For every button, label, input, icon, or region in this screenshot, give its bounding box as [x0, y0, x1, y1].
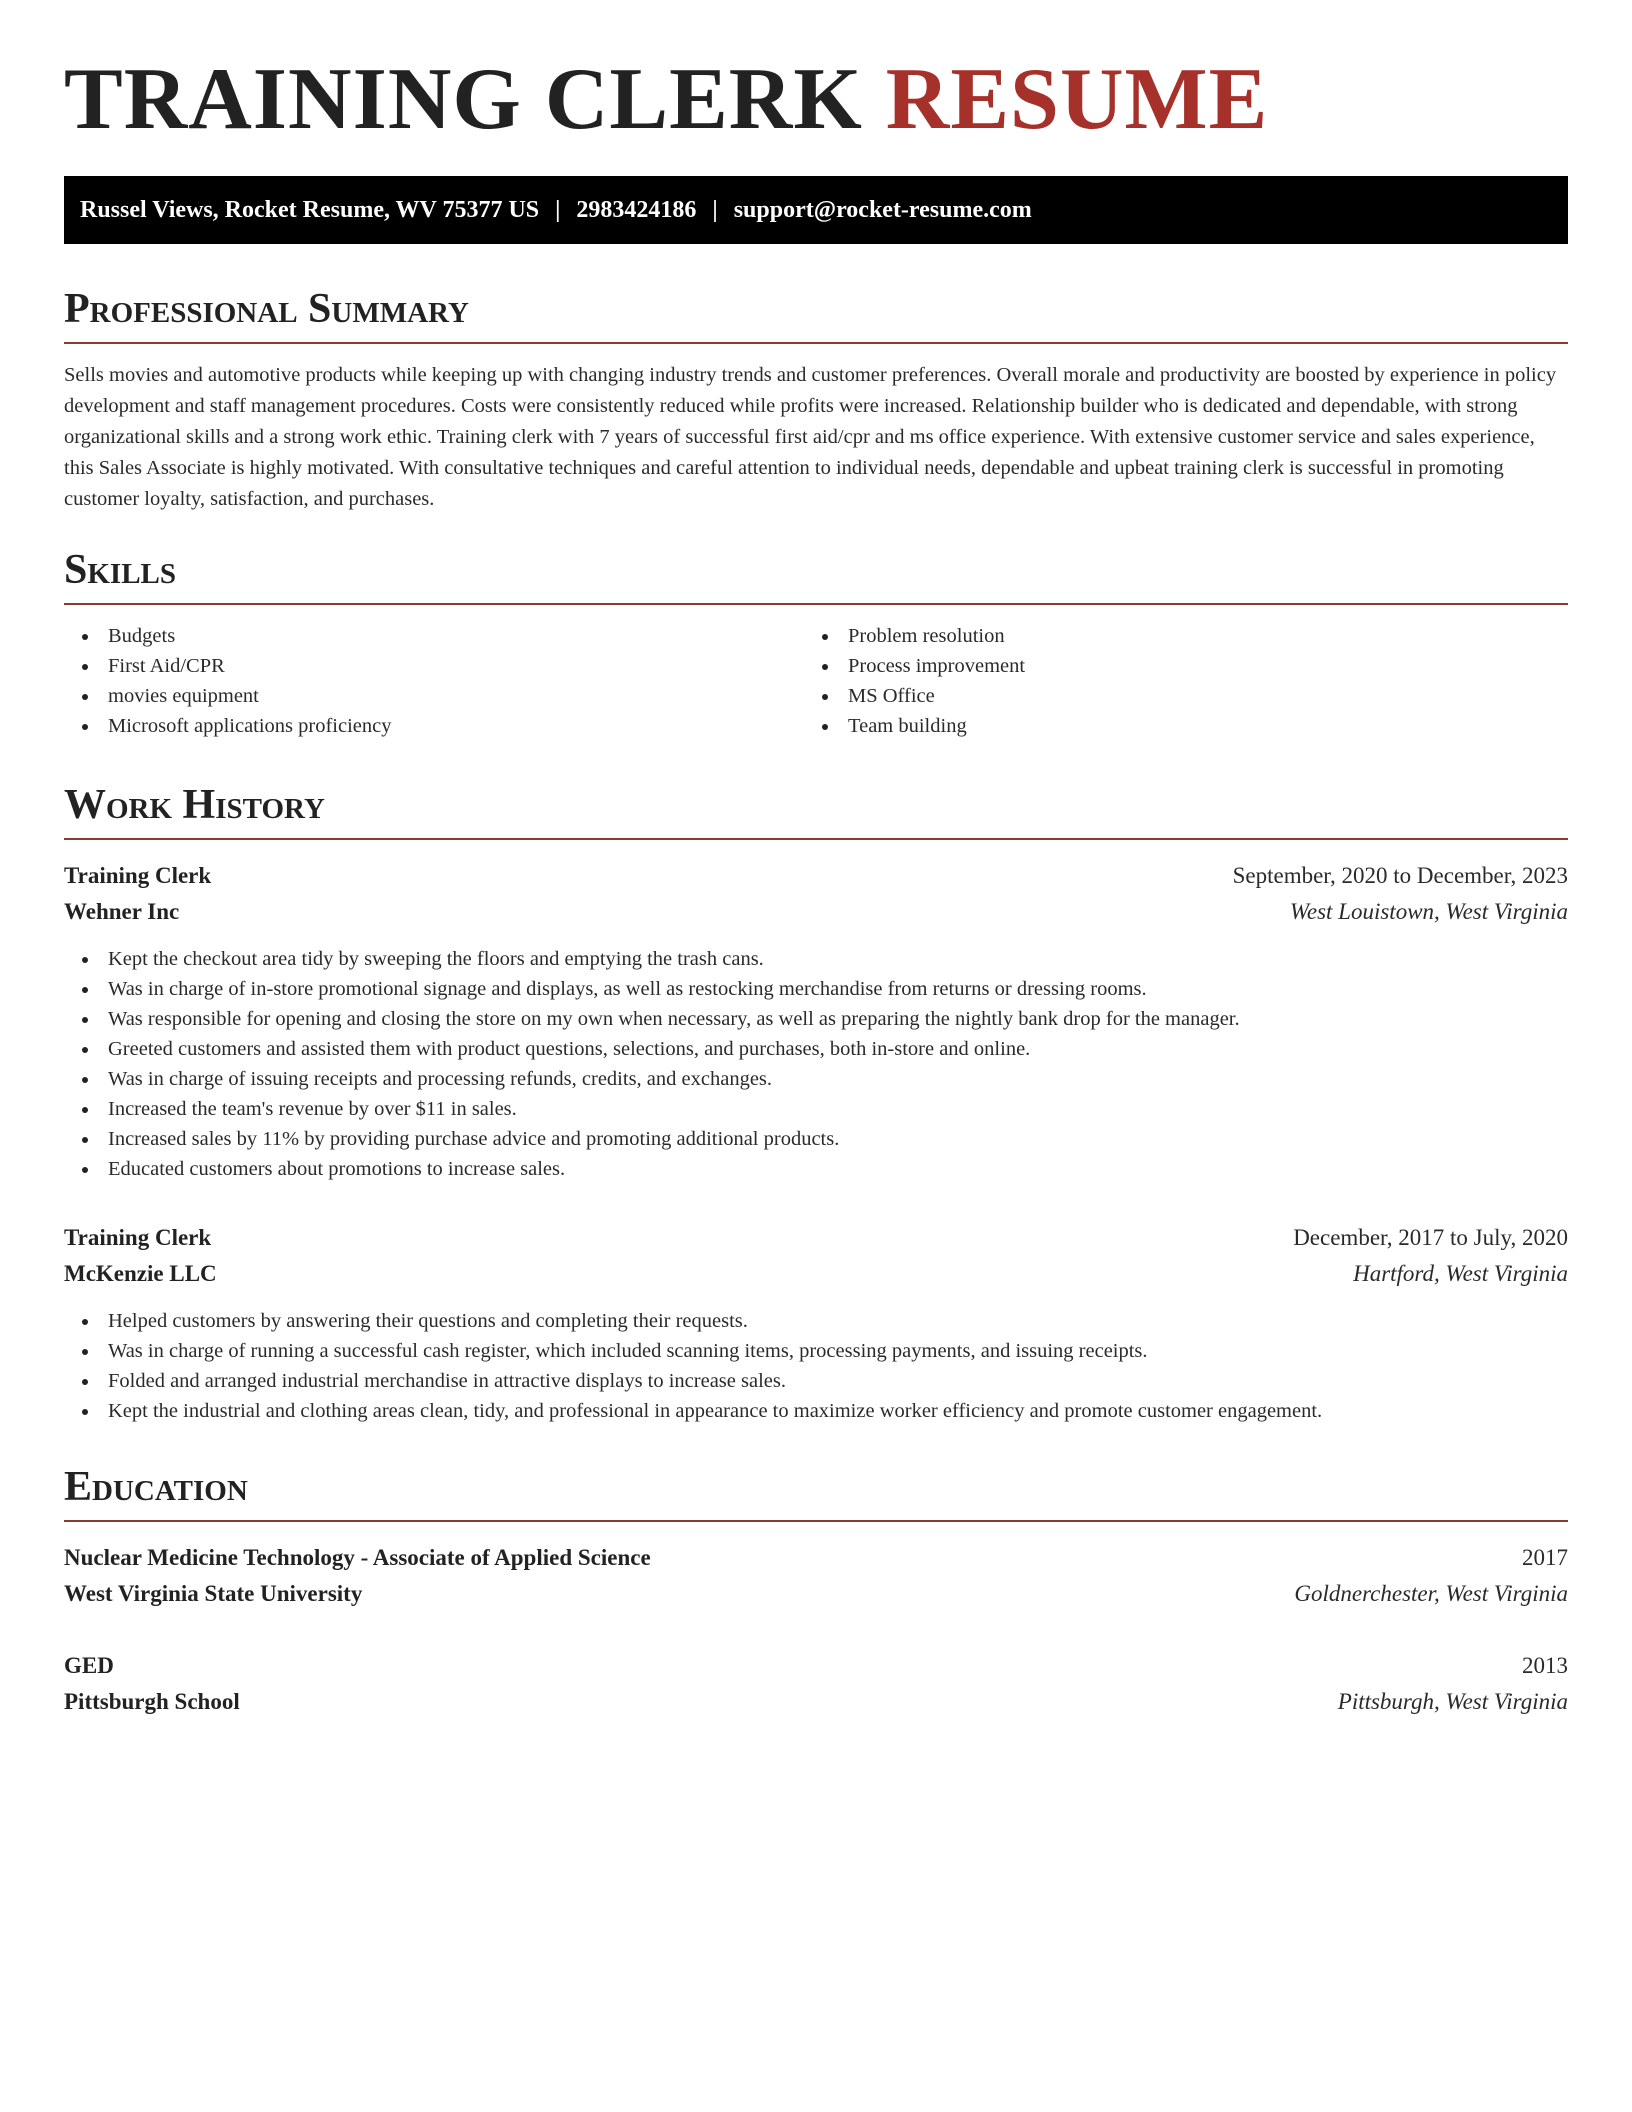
education-section	[64, 1464, 1568, 1720]
skill-item: movies equipment	[64, 681, 804, 711]
education-year: 2013	[1522, 1653, 1568, 1679]
education-school: West Virginia State University	[64, 1581, 363, 1607]
education-degree-row	[64, 1540, 1568, 1576]
job-duties-list	[64, 1306, 1568, 1426]
education-degree: Nuclear Medicine Technology - Associate of Applied Science	[64, 1545, 651, 1571]
job-duty: Helped customers by answering their questions and completing their requests.	[64, 1306, 1568, 1336]
summary-heading: Professional Summary	[64, 286, 1568, 344]
job-duty: Was in charge of issuing receipts and processing refunds, credits, and exchanges.	[64, 1064, 1568, 1094]
education-school-row	[64, 1576, 1568, 1612]
education-school-row	[64, 1684, 1568, 1720]
job-dates: September, 2020 to December, 2023	[1232, 863, 1568, 889]
job-company-row	[64, 1256, 1568, 1292]
job-company: McKenzie LLC	[64, 1261, 217, 1287]
job-entry	[64, 1220, 1568, 1426]
job-company-row	[64, 894, 1568, 930]
title-accent: RESUME	[885, 51, 1269, 148]
job-header-row	[64, 1220, 1568, 1256]
skills-columns	[64, 621, 1568, 741]
skill-item: Problem resolution	[804, 621, 1544, 651]
job-title: Training Clerk	[64, 1225, 212, 1251]
skills-list-left	[64, 621, 804, 741]
job-duties-list	[64, 944, 1568, 1184]
job-duty: Increased sales by 11% by providing purchase advice and promoting additional products.	[64, 1124, 1568, 1154]
skill-item: Budgets	[64, 621, 804, 651]
education-location: Pittsburgh, West Virginia	[1337, 1689, 1568, 1715]
contact-bar	[64, 176, 1568, 244]
education-degree: GED	[64, 1653, 114, 1679]
job-location: West Louistown, West Virginia	[1289, 899, 1568, 925]
job-company: Wehner Inc	[64, 899, 180, 925]
job-duty: Kept the checkout area tidy by sweeping the floors and emptying the trash cans.	[64, 944, 1568, 974]
job-duty: Kept the industrial and clothing areas clean, tidy, and professional in appearance to maximize worker efficiency and promote customer engagement.	[64, 1396, 1568, 1426]
education-entry	[64, 1648, 1568, 1720]
job-duty: Educated customers about promotions to increase sales.	[64, 1154, 1568, 1184]
education-degree-row	[64, 1648, 1568, 1684]
work-history-heading: Work History	[64, 782, 1568, 840]
job-duty: Greeted customers and assisted them with product questions, selections, and purchases, both in-store and online.	[64, 1034, 1568, 1064]
job-location: Hartford, West Virginia	[1353, 1261, 1568, 1287]
job-duty: Was in charge of running a successful cash register, which included scanning items, processing payments, and issuing receipts.	[64, 1336, 1568, 1366]
job-duty: Was responsible for opening and closing the store on my own when necessary, as well as preparing the nightly bank drop for the manager.	[64, 1004, 1568, 1034]
skills-heading: Skills	[64, 547, 1568, 605]
contact-separator: |	[555, 196, 561, 223]
title-main: TRAINING CLERK	[64, 51, 863, 148]
job-entry	[64, 858, 1568, 1184]
education-school: Pittsburgh School	[64, 1689, 240, 1715]
skills-list-right	[804, 621, 1544, 741]
skill-item: First Aid/CPR	[64, 651, 804, 681]
resume-title	[64, 52, 1268, 149]
contact-email: support@rocket-resume.com	[733, 196, 1032, 223]
skill-item: MS Office	[804, 681, 1544, 711]
summary-text: Sells movies and automotive products while keeping up with changing industry trends and customer preferences. Overall morale and productivity are boosted by experience in policy development and staff management procedures. Costs were consistently reduced while profits were increased. Relationship builder who is dedicated and dependable, with strong organizational skills and a strong work ethic. Training clerk with 7 years of successful first aid/cpr and ms office experience. With extensive customer service and sales experience, this Sales Associate is highly motivated. With consultative techniques and careful attention to individual needs, dependable and upbeat training clerk is successful in promoting customer loyalty, satisfaction, and purchases.	[64, 364, 1557, 511]
job-duty: Increased the team's revenue by over $11 in sales.	[64, 1094, 1568, 1124]
job-dates: December, 2017 to July, 2020	[1293, 1225, 1568, 1251]
skill-item: Team building	[804, 711, 1544, 741]
education-heading: Education	[64, 1464, 1568, 1522]
job-duty: Was in charge of in-store promotional signage and displays, as well as restocking merchandise from returns or dressing rooms.	[64, 974, 1568, 1004]
contact-separator: |	[712, 196, 718, 223]
job-duty: Folded and arranged industrial merchandise in attractive displays to increase sales.	[64, 1366, 1568, 1396]
summary-section	[64, 286, 1568, 515]
work-history-section	[64, 782, 1568, 1426]
job-header-row	[64, 858, 1568, 894]
contact-address: Russel Views, Rocket Resume, WV 75377 US	[80, 196, 540, 223]
skills-section	[64, 547, 1568, 741]
education-location: Goldnerchester, West Virginia	[1294, 1581, 1568, 1607]
job-title: Training Clerk	[64, 863, 212, 889]
contact-phone: 2983424186	[576, 196, 697, 223]
skill-item: Microsoft applications proficiency	[64, 711, 804, 741]
skill-item: Process improvement	[804, 651, 1544, 681]
education-entry	[64, 1540, 1568, 1612]
education-year: 2017	[1522, 1545, 1568, 1571]
